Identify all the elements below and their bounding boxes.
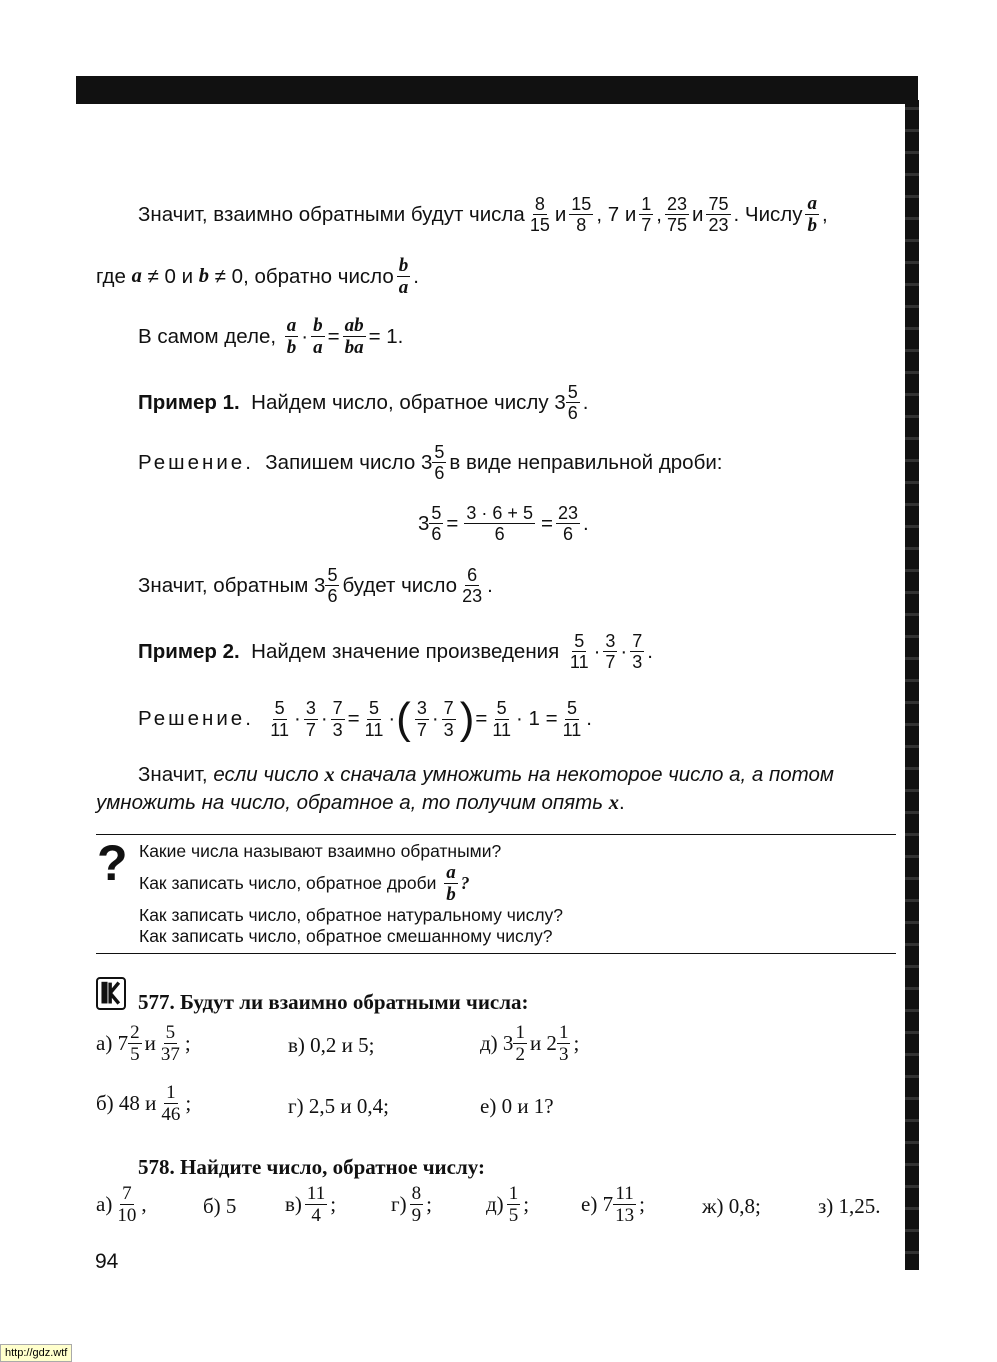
task-578-b: б) 5: [203, 1194, 237, 1218]
fraction: $\frac{a}{b}$: [446, 862, 456, 906]
question-3: Как записать число, обратное натуральному числу?: [139, 905, 564, 925]
question-4: Как записать число, обратное смешанному числу?: [139, 926, 553, 946]
fraction: $\frac{75}{23}$: [708, 194, 729, 236]
task-578-e: е) 7 $\frac{11}{13}$ ;: [581, 1183, 645, 1227]
fraction: $\frac{15}{8}$: [571, 194, 592, 236]
task-577-g: г) 2,5 и 0,4;: [288, 1094, 389, 1118]
fraction: $\frac{5}{11}$: [364, 698, 384, 740]
fraction: $\frac{1}{5}$: [508, 1183, 519, 1227]
fraction: $\frac{23}{75}$: [667, 194, 688, 236]
task-578-v: в) $\frac{11}{4}$ ;: [285, 1183, 337, 1227]
task-577-title: 577. Будут ли взаимно обратными числа:: [138, 990, 529, 1014]
fraction: $\frac{5}{6}$: [327, 565, 338, 607]
solution-1: Решение. Запишем число 3 $\frac{5}{6}$ в виде неправильной дроби:: [138, 442, 723, 484]
intro-line: Значит, взаимно обратными будут числа $\frac{8}{15}$ и $\frac{15}{8}$ , 7 и $\frac{1}{7}$ , $\frac{23}{75}$ и $\frac{75}{23}$ . Числу $\frac{a}{b}$ ,: [138, 193, 828, 237]
fraction: $\frac{5}{11}$: [562, 698, 582, 740]
fraction: $\frac{8}{9}$: [411, 1183, 422, 1227]
proof-line: В самом деле, $\frac{a}{b}$ · $\frac{b}{a}$ = $\frac{ab}{ba}$ = 1.: [138, 315, 404, 359]
fraction: $\frac{1}{46}$: [161, 1082, 181, 1126]
divider-bottom: [96, 953, 896, 954]
question-1: Какие числа называют взаимно обратными?: [139, 841, 502, 861]
fraction: $\frac{7}{3}$: [632, 631, 643, 673]
task-578-z: з) 1,25.: [818, 1194, 881, 1218]
task-578-zh: ж) 0,8;: [702, 1194, 761, 1218]
fraction: $\frac{3}{7}$: [605, 631, 616, 673]
question-mark-icon: ?: [97, 835, 128, 891]
task-577-a: а) 7 $\frac{2}{5}$ и $\frac{5}{37}$ ;: [96, 1022, 191, 1066]
condition-line: где a ≠ 0 и b ≠ 0, обратно число $\frac{b}{a}$ .: [96, 255, 419, 299]
task-577-d: д) 3 $\frac{1}{2}$ и 2 $\frac{1}{3}$ ;: [480, 1022, 580, 1066]
fraction: $\frac{3}{7}$: [305, 698, 316, 740]
fraction: $\frac{1}{3}$: [558, 1022, 569, 1066]
rule-line-1: Значит, если число x сначала умножить на некоторое число a , а потом: [138, 763, 834, 786]
fraction: $\frac{7}{3}$: [332, 698, 343, 740]
notebook-icon: [96, 977, 126, 1010]
rule-line-2: умножить на число, обратное a , то получим опять x .: [96, 791, 625, 814]
calc-line: 3 $\frac{5}{6}$ = $\frac{3 \cdot 6 + 5}{6}$ = $\frac{23}{6}$ .: [418, 503, 589, 545]
page-number: 94: [95, 1250, 119, 1273]
fraction: $\frac{a}{b}$: [807, 193, 817, 237]
fraction: $\frac{b}{a}$: [313, 315, 323, 359]
question-2: Как записать число, обратное дроби $\frac{a}{b}$ ?: [139, 862, 470, 906]
fraction: $\frac{6}{23}$: [462, 565, 483, 607]
task-578-title: 578. Найдите число, обратное числу:: [138, 1155, 485, 1179]
fraction: $\frac{23}{6}$: [557, 503, 578, 545]
fraction: $\frac{b}{a}$: [398, 255, 409, 299]
fraction: $\frac{5}{6}$: [434, 442, 445, 484]
fraction: $\frac{5}{11}$: [270, 698, 289, 740]
fraction: $\frac{3}{7}$: [416, 698, 427, 740]
notebook-glyph: [98, 979, 124, 1008]
example-1: Пример 1. Найдем число, обратное числу 3 $\frac{5}{6}$ .: [138, 382, 589, 424]
fraction: $\frac{5}{6}$: [431, 503, 442, 545]
task-578-g: г) $\frac{8}{9}$ ;: [391, 1183, 432, 1227]
top-black-bar: [76, 76, 918, 104]
fraction: $\frac{5}{11}$: [492, 698, 512, 740]
fraction: $\frac{3 \cdot 6 + 5}{6}$: [466, 503, 533, 545]
task-578-a: а) $\frac{7}{10}$ ,: [96, 1183, 147, 1227]
solution-2: Решение. $\frac{5}{11}$ · $\frac{3}{7}$ · $\frac{7}{3}$ = $\frac{5}{11}$ · ( $\frac{3}{7}$ · $\frac{7}{3}$ ) = $\frac{5}{11}$ · 1 = $\frac{5}{11}$ .: [138, 694, 592, 743]
task-578-d: д) $\frac{1}{5}$ ;: [486, 1183, 530, 1227]
fraction: $\frac{8}{15}$: [529, 194, 550, 236]
fraction: $\frac{5}{11}$: [569, 631, 589, 673]
task-577-e: е) 0 и 1?: [480, 1094, 554, 1118]
fraction: $\frac{ab}{ba}$: [344, 315, 364, 359]
fraction: $\frac{11}{13}$: [615, 1183, 635, 1227]
fraction: $\frac{1}{7}$: [641, 194, 652, 236]
task-577-v: в) 0,2 и 5;: [288, 1033, 375, 1057]
fraction: $\frac{5}{37}$: [160, 1022, 180, 1066]
divider-top: [96, 834, 896, 835]
fraction: $\frac{2}{5}$: [130, 1022, 140, 1066]
task-577-b: б) 48 и $\frac{1}{46}$ ;: [96, 1082, 192, 1126]
fraction: $\frac{11}{4}$: [306, 1183, 326, 1227]
fraction: $\frac{a}{b}$: [286, 315, 297, 359]
scan-edge: [905, 100, 919, 1270]
fraction: $\frac{7}{3}$: [443, 698, 454, 740]
conclusion-1: Значит, обратным 3 $\frac{5}{6}$ будет число $\frac{6}{23}$ .: [138, 565, 493, 607]
fraction: $\frac{7}{10}$: [117, 1183, 137, 1227]
fraction: $\frac{1}{2}$: [515, 1022, 525, 1066]
watermark-link[interactable]: http://gdz.wtf: [0, 1344, 72, 1362]
fraction: $\frac{5}{6}$: [567, 382, 578, 424]
example-2: Пример 2. Найдем значение произведения $\frac{5}{11}$ · $\frac{3}{7}$ · $\frac{7}{3}$ .: [138, 631, 653, 673]
